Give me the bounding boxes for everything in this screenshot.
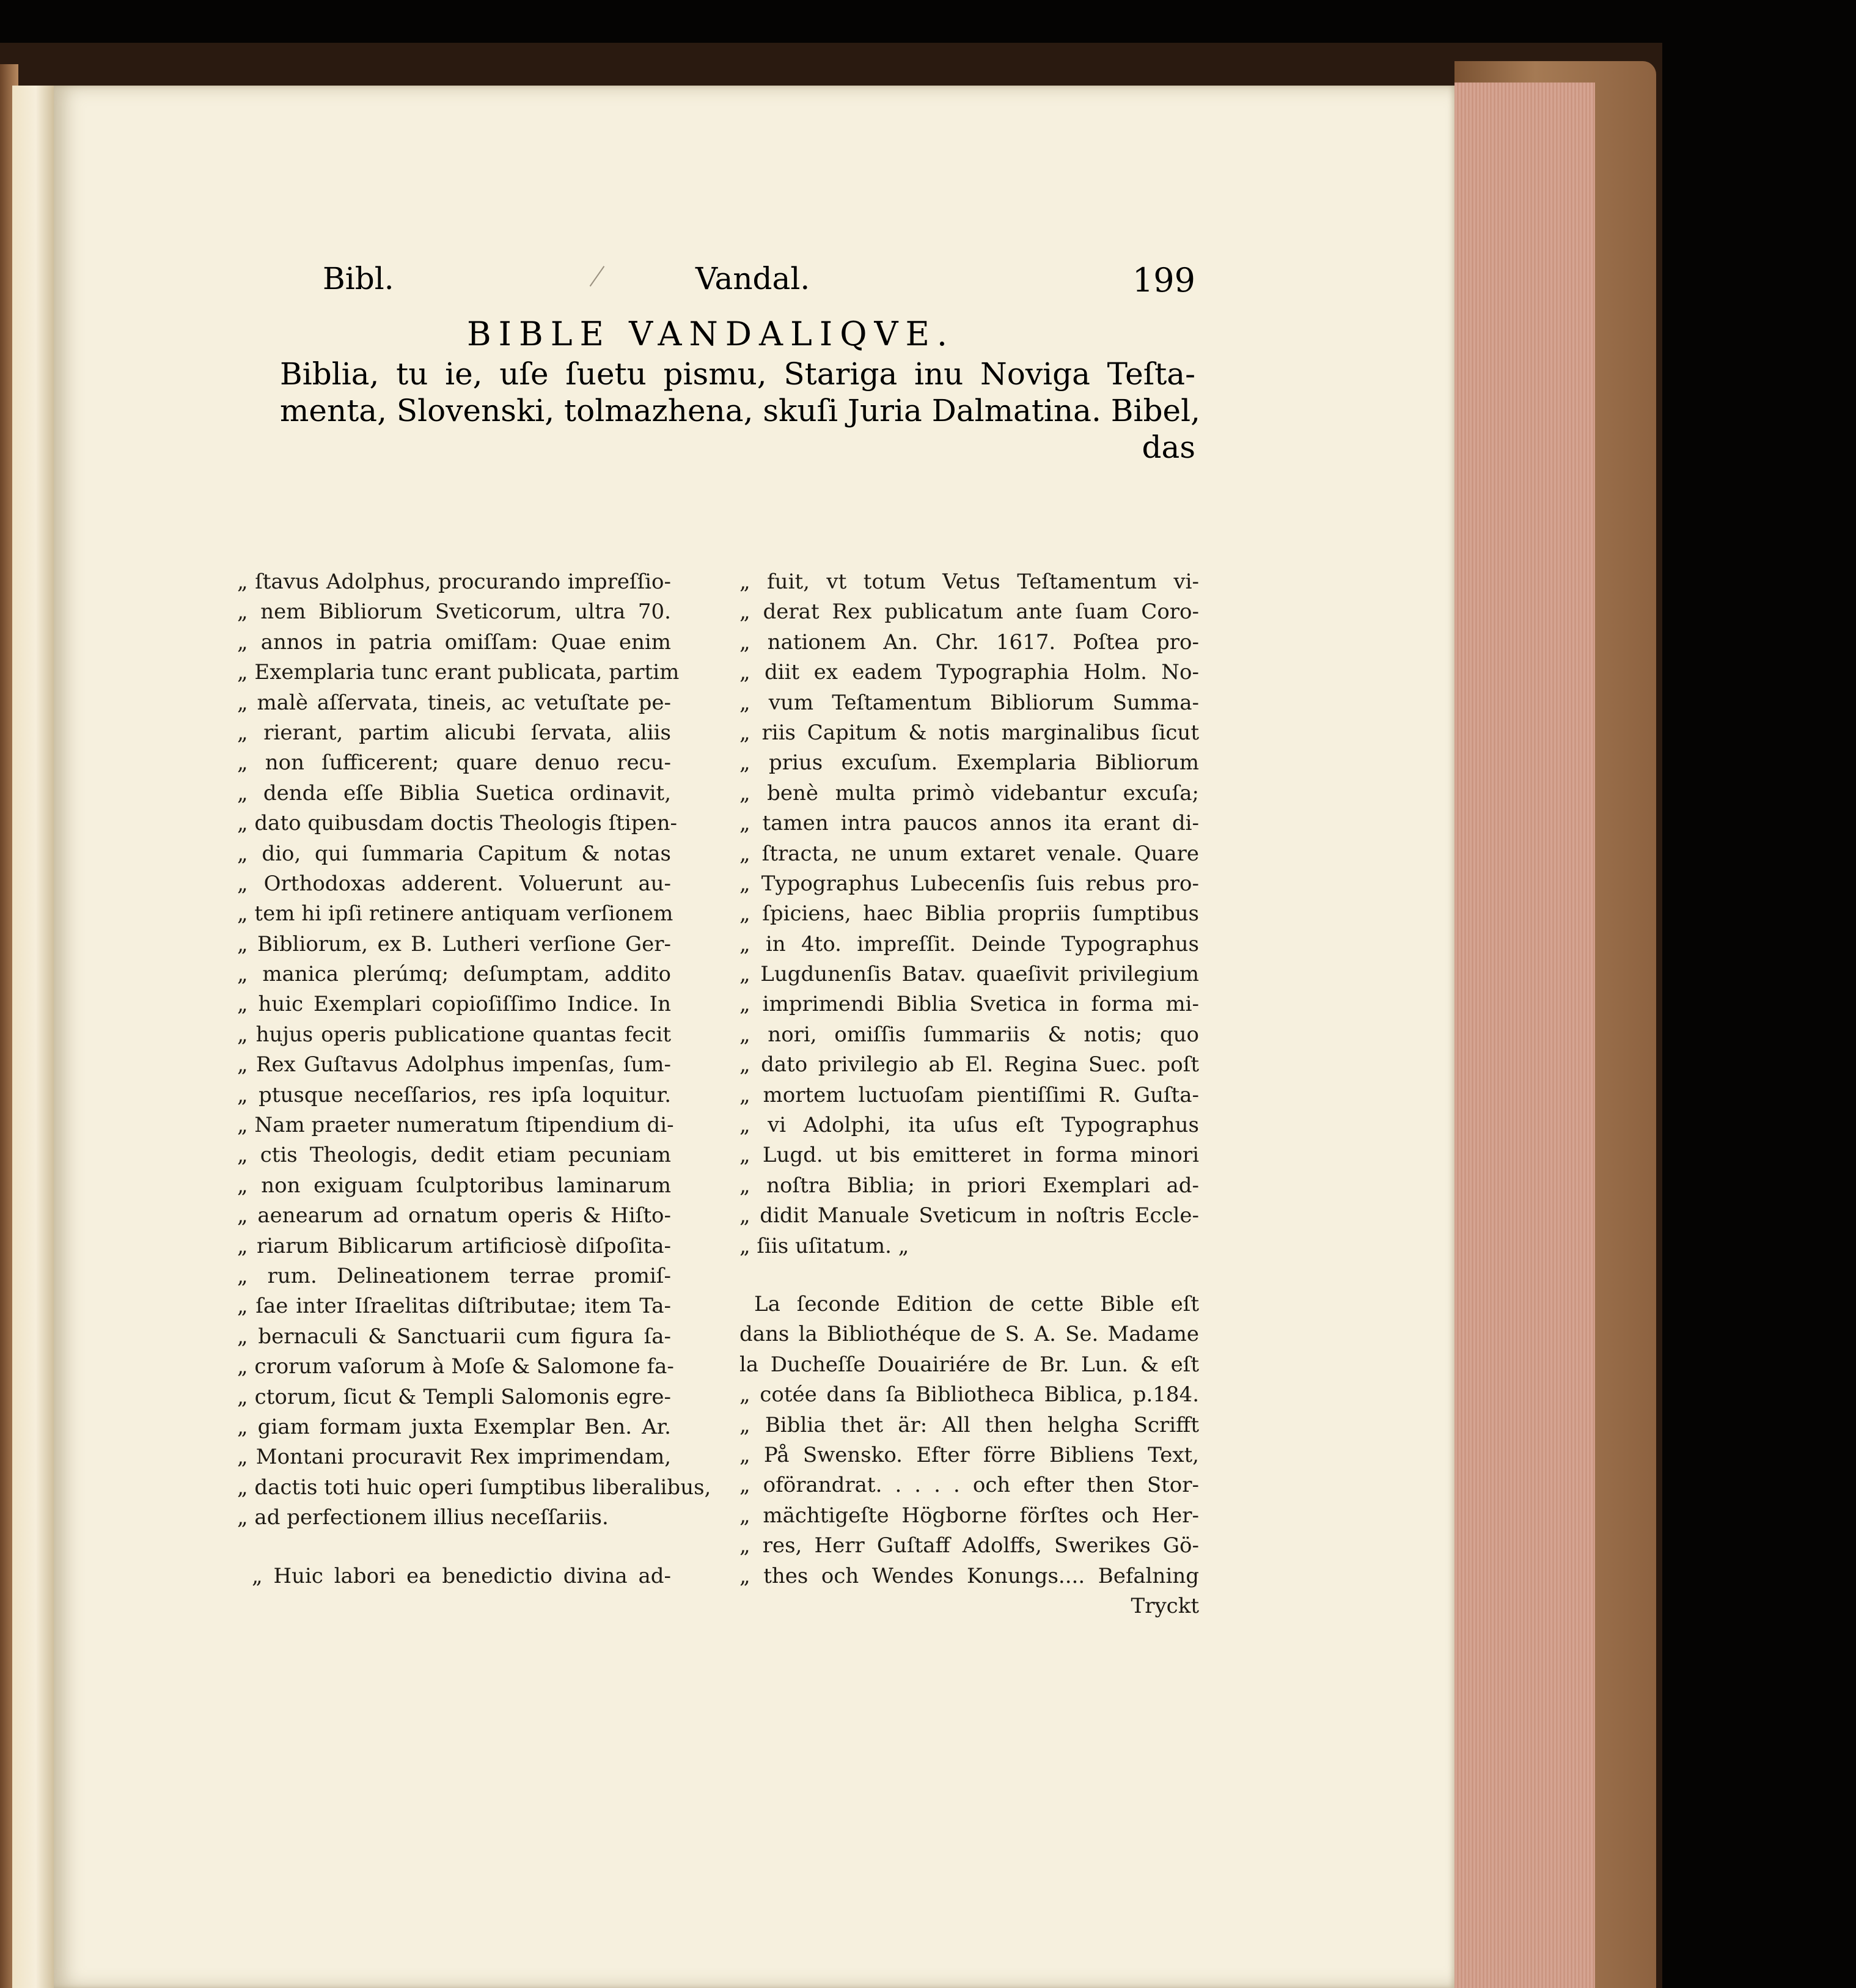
text-line: „ vum Teſtamentum Bibliorum Summa- bbox=[739, 690, 1199, 715]
text-line: „ didit Manuale Sveticum in noſtris Eccle- bbox=[739, 1203, 1199, 1228]
text-line: „ ſpiciens, haec Biblia propriis ſumptibus bbox=[739, 901, 1199, 926]
intro-line: das bbox=[1142, 430, 1195, 465]
text-line: „ Biblia thet är: All then helgha Scrifft bbox=[739, 1412, 1199, 1437]
text-line: „ riarum Biblicarum artificiosè diſpoſita- bbox=[237, 1233, 671, 1258]
text-line: „ derat Rex publicatum ante ſuam Coro- bbox=[739, 600, 1199, 625]
text-line: „ ctorum, ſicut & Templi Salomonis egre- bbox=[237, 1384, 671, 1409]
right-column bbox=[739, 567, 1199, 1621]
text-line: „ Montani procuravit Rex imprimendam, bbox=[237, 1445, 671, 1470]
text-line: „ ctis Theologis, dedit etiam pecuniam bbox=[237, 1143, 671, 1168]
text-line: „ Orthodoxas adderent. Voluerunt au- bbox=[237, 871, 671, 896]
book-page bbox=[54, 86, 1454, 1988]
text-line: „ noſtra Biblia; in priori Exemplari ad- bbox=[739, 1173, 1199, 1198]
text-line: „ annos in patria omiſſam: Quae enim bbox=[237, 629, 671, 655]
running-head-center: Vandal. bbox=[695, 261, 810, 296]
text-line: „ På Swensko. Efter förre Bibliens Text, bbox=[739, 1442, 1199, 1467]
text-line: „ nori, omiſſis ſummariis & notis; quo bbox=[739, 1022, 1199, 1047]
text-line: „ thes och Wendes Konungs.... Befalning bbox=[739, 1563, 1199, 1588]
text-line: „ res, Herr Guſtaff Adolffs, Swerikes Gö- bbox=[739, 1533, 1199, 1558]
text-line: „ mächtigeſte Högborne förſtes och Her- bbox=[739, 1503, 1199, 1528]
text-line: „ crorum vaſorum à Moſe & Salomone fa- bbox=[237, 1354, 674, 1379]
intro-line: Biblia, tu ie, uſe ſuetu pismu, Stariga inu Noviga Teſta- bbox=[280, 356, 1195, 392]
page-number: 199 bbox=[1132, 261, 1195, 299]
text-line: „ non ſufficerent; quare denuo recu- bbox=[237, 750, 671, 776]
text-line: „ Nam praeter numeratum ſtipendium di- bbox=[237, 1113, 674, 1138]
text-line: „ dato privilegio ab El. Regina Suec. poſt bbox=[739, 1052, 1199, 1077]
text-line: „ imprimendi Biblia Svetica in forma mi- bbox=[739, 992, 1199, 1017]
page-fore-edge bbox=[1454, 83, 1595, 1988]
text-line: „ benè multa primò videbantur excuſa; bbox=[739, 780, 1199, 805]
text-line: „ nem Bibliorum Sveticorum, ultra 70. bbox=[237, 600, 671, 625]
text-line: „ dio, qui ſummaria Capitum & notas bbox=[237, 841, 671, 866]
text-line: „ ſiis uſitatum. „ bbox=[739, 1233, 909, 1258]
paragraph-gap bbox=[237, 1533, 671, 1561]
text-line: „ ſae inter Iſraelitas diſtributae; item Ta- bbox=[237, 1294, 671, 1319]
text-line: „ bernaculi & Sanctuarii cum figura ſa- bbox=[237, 1324, 671, 1349]
text-line: „ Bibliorum, ex B. Lutheri verſione Ger- bbox=[237, 931, 671, 956]
text-line: „ huic Exemplari copioſiſſimo Indice. In bbox=[237, 992, 671, 1017]
text-line: la Ducheſſe Douairiére de Br. Lun. & eſt bbox=[739, 1352, 1199, 1377]
text-line: „ cotée dans ſa Bibliotheca Biblica, p.184. bbox=[739, 1382, 1199, 1407]
text-line: „ rum. Delineationem terrae promiſ- bbox=[237, 1263, 671, 1288]
left-page-sliver bbox=[12, 86, 55, 1988]
text-line: „ ſtracta, ne unum extaret venale. Quare bbox=[739, 841, 1199, 866]
left-column bbox=[237, 567, 711, 1591]
text-line: „ dato quibusdam doctis Theologis ſtipen- bbox=[237, 811, 677, 836]
text-line: „ riis Capitum & notis marginalibus ſicut bbox=[739, 720, 1199, 745]
text-line: „ vi Adolphi, ita uſus eſt Typographus bbox=[739, 1113, 1199, 1138]
text-line: „ denda eſſe Biblia Suetica ordinavit, bbox=[237, 780, 671, 805]
intro-paragraph bbox=[280, 356, 1200, 466]
text-line: „ in 4to. impreſſit. Deinde Typographus bbox=[739, 931, 1199, 956]
section-title: BIBLE VANDALIQVE. bbox=[467, 315, 955, 353]
text-line: „ ptusque neceſſarios, res ipſa loquitur. bbox=[237, 1082, 671, 1107]
text-line: „ Huic labori ea benedictio divina ad- bbox=[252, 1563, 671, 1588]
text-line: „ Lugd. ut bis emitteret in forma minori bbox=[739, 1143, 1199, 1168]
text-line: „ aenearum ad ornatum operis & Hiſto- bbox=[237, 1203, 671, 1228]
text-line: „ Rex Guſtavus Adolphus impenſas, ſum- bbox=[237, 1052, 671, 1077]
text-line: „ mortem luctuoſam pientiſſimi R. Guſta- bbox=[739, 1082, 1199, 1107]
text-line: „ oförandrat. . . . . och efter then Stor- bbox=[739, 1473, 1199, 1498]
text-line: „ ſtavus Adolphus, procurando impreſſio- bbox=[237, 570, 671, 594]
text-line: „ prius excuſum. Exemplaria Bibliorum bbox=[739, 750, 1199, 776]
text-line: „ Typographus Lubecenſis ſuis rebus pro- bbox=[739, 871, 1199, 896]
catchword: Tryckt bbox=[1131, 1593, 1199, 1618]
text-line: „ giam formam juxta Exemplar Ben. Ar. bbox=[237, 1414, 671, 1439]
text-line: „ Lugdunenſis Batav. quaeſivit privilegium bbox=[739, 962, 1199, 987]
text-line: La ſeconde Edition de cette Bible eſt bbox=[754, 1291, 1199, 1316]
text-line: „ Exemplaria tunc erant publicata, partim bbox=[237, 660, 680, 685]
text-line: „ fuit, vt totum Vetus Teſtamentum vi- bbox=[739, 570, 1199, 594]
text-line: „ malè aſſervata, tineis, ac vetuſtate pe- bbox=[237, 690, 671, 715]
running-head bbox=[323, 254, 1195, 303]
intro-line: menta, Slovenski, tolmazhena, skuſi Juria Dalmatina. Bibel, bbox=[280, 393, 1200, 428]
text-line: „ non exiguam ſculptoribus laminarum bbox=[237, 1173, 671, 1198]
text-line: „ ad perfectionem illius neceſſariis. bbox=[237, 1505, 609, 1530]
text-line: „ tem hi ipſi retinere antiquam verſionem bbox=[237, 901, 673, 926]
paragraph-gap bbox=[739, 1261, 1199, 1289]
text-line: „ rierant, partim alicubi ſervata, aliis bbox=[237, 720, 671, 745]
text-line: „ manica plerúmq; deſumptam, addito bbox=[237, 962, 671, 987]
text-line: dans la Bibliothéque de S. A. Se. Madame bbox=[739, 1322, 1199, 1347]
text-line: „ dactis toti huic operi ſumptibus liberalibus, bbox=[237, 1475, 711, 1500]
text-line: „ diit ex eadem Typographia Holm. No- bbox=[739, 660, 1199, 685]
text-line: „ hujus operis publicatione quantas fecit bbox=[237, 1022, 671, 1047]
running-head-left: Bibl. bbox=[323, 261, 394, 296]
text-line: „ nationem An. Chr. 1617. Poſtea pro- bbox=[739, 629, 1199, 655]
text-line: „ tamen intra paucos annos ita erant di- bbox=[739, 811, 1199, 836]
